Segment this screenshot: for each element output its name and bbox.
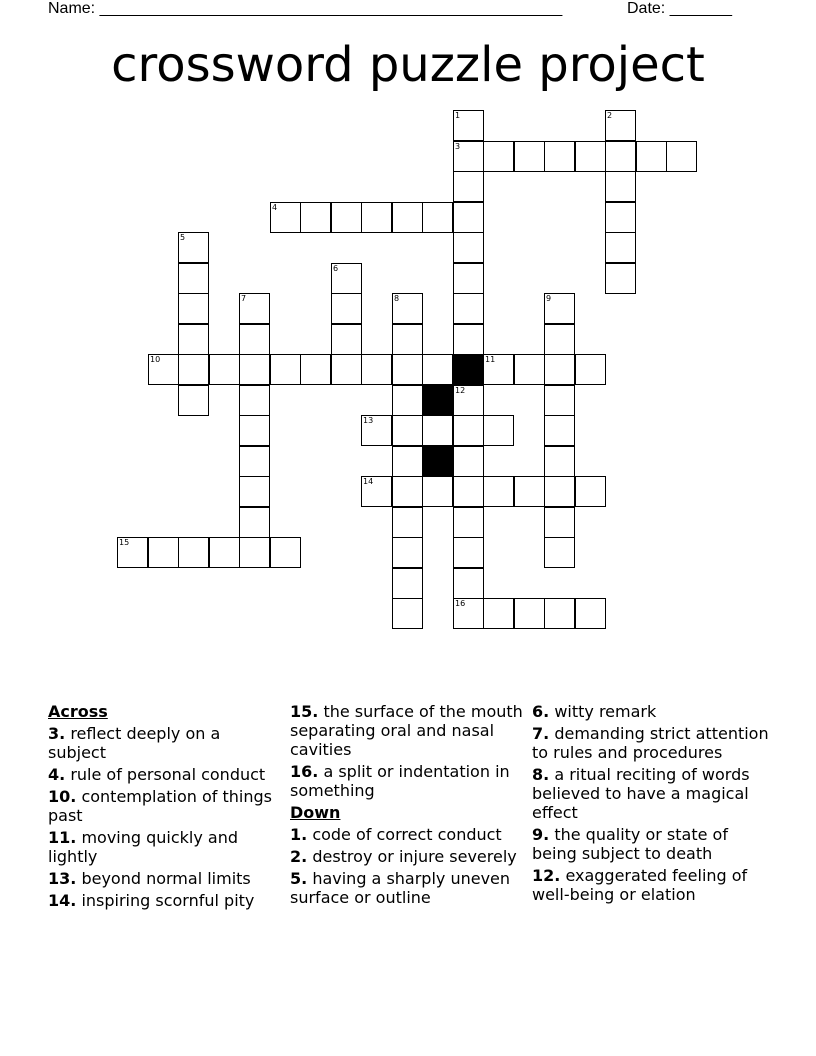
clue-number-9: 9 [546,294,552,303]
crossword-cell[interactable] [453,232,484,263]
clue-across-4: 4. rule of personal conduct [48,765,266,784]
crossword-cell[interactable] [392,354,423,385]
crossword-cell[interactable] [392,202,423,233]
crossword-cell[interactable] [575,598,606,629]
clue-down-9: 9. the quality or state of being subject to death [532,825,728,863]
crossword-cell[interactable] [483,415,514,446]
crossword-cell[interactable] [605,110,636,141]
clue-down-2: 2. destroy or injure severely [290,847,517,866]
crossword-cell[interactable] [331,293,362,324]
crossword-cell[interactable] [453,507,484,538]
clue-across-10: 10. contemplation of things past [48,787,273,825]
crossword-cell[interactable] [239,324,270,355]
crossword-cell[interactable] [453,568,484,599]
crossword-cell[interactable] [453,141,484,172]
clue-number-13: 13 [363,416,374,425]
crossword-cell[interactable] [392,568,423,599]
clue-number-11: 11 [485,355,496,364]
crossword-cell[interactable] [483,598,514,629]
clue-down-6: 6. witty remark [532,702,657,721]
crossword-cell[interactable] [514,598,545,629]
down-heading: Down [290,803,341,822]
clue-number-4: 4 [272,203,278,212]
name-field-label: Name: ____________________________________________________ [48,0,563,17]
clue-number-8: 8 [394,294,400,303]
clue-down-5: 5. having a sharply uneven surface or outline [290,869,511,907]
crossword-cell[interactable] [575,354,606,385]
crossword-cell[interactable] [422,415,453,446]
crossword-cell[interactable] [270,354,301,385]
crossword-cell[interactable] [178,385,209,416]
crossword-cell[interactable] [209,354,240,385]
crossword-cell[interactable] [544,293,575,324]
crossword-cell[interactable] [178,293,209,324]
crossword-cell[interactable] [361,415,392,446]
crossword-cell[interactable] [514,476,545,507]
crossword-cell[interactable] [148,354,179,385]
clue-number-5: 5 [180,233,186,242]
clue-across-14: 14. inspiring scornful pity [48,891,255,910]
crossword-cell[interactable] [239,507,270,538]
crossword-cell[interactable] [239,537,270,568]
crossword-cell[interactable] [605,263,636,294]
clue-down-7: 7. demanding strict attention to rules and procedures [532,724,769,762]
crossword-cell[interactable] [361,354,392,385]
crossword-cell[interactable] [453,598,484,629]
clue-number-1: 1 [455,111,461,120]
crossword-cell[interactable] [392,385,423,416]
crossword-cell[interactable] [422,476,453,507]
clue-down-12: 12. exaggerated feeling of well-being or elation [532,866,748,904]
clue-across-11: 11. moving quickly and lightly [48,828,239,866]
crossword-cell[interactable] [544,507,575,538]
crossword-cell[interactable] [392,293,423,324]
crossword-cell[interactable] [544,385,575,416]
clue-number-16: 16 [455,599,466,608]
crossword-cell[interactable] [392,415,423,446]
clue-number-7: 7 [241,294,247,303]
crossword-cell[interactable] [453,537,484,568]
crossword-cell[interactable] [239,415,270,446]
crossword-cell[interactable] [361,202,392,233]
crossword-cell[interactable] [392,507,423,538]
crossword-cell[interactable] [453,446,484,477]
crossword-cell[interactable] [331,202,362,233]
clue-number-6: 6 [333,264,339,273]
crossword-block [422,446,453,477]
crossword-cell[interactable] [331,263,362,294]
crossword-block [422,385,453,416]
crossword-cell[interactable] [636,141,667,172]
crossword-cell[interactable] [422,202,453,233]
crossword-cell[interactable] [148,537,179,568]
crossword-cell[interactable] [392,537,423,568]
crossword-cell[interactable] [453,324,484,355]
clue-number-10: 10 [150,355,161,364]
crossword-cell[interactable] [117,537,148,568]
crossword-cell[interactable] [483,354,514,385]
clue-number-15: 15 [119,538,130,547]
crossword-cell[interactable] [483,476,514,507]
crossword-cell[interactable] [453,110,484,141]
crossword-cell[interactable] [178,263,209,294]
crossword-cell[interactable] [178,354,209,385]
page-title: crossword puzzle project [111,37,705,93]
crossword-cell[interactable] [514,141,545,172]
crossword-cell[interactable] [453,476,484,507]
crossword-cell[interactable] [331,354,362,385]
crossword-cell[interactable] [178,537,209,568]
crossword-cell[interactable] [331,324,362,355]
crossword-cell[interactable] [575,476,606,507]
clue-column-2 [290,702,526,910]
crossword-cell[interactable] [239,476,270,507]
crossword-cell[interactable] [270,202,301,233]
clue-number-14: 14 [363,477,374,486]
crossword-cell[interactable] [544,415,575,446]
crossword-cell[interactable] [239,293,270,324]
crossword-cell[interactable] [178,232,209,263]
crossword-cell[interactable] [392,446,423,477]
date-field-label: Date: _______ [627,0,732,17]
crossword-cell[interactable] [605,141,636,172]
clue-across-15: 15. the surface of the mouth separating oral and nasal cavities [290,702,523,759]
clue-column-1 [48,702,280,913]
crossword-cell[interactable] [453,202,484,233]
crossword-cell[interactable] [544,354,575,385]
crossword-cell[interactable] [422,354,453,385]
crossword-cell[interactable] [605,171,636,202]
crossword-cell[interactable] [544,446,575,477]
crossword-cell[interactable] [239,354,270,385]
crossword-cell[interactable] [453,293,484,324]
crossword-cell[interactable] [666,141,697,172]
crossword-cell[interactable] [605,202,636,233]
crossword-cell[interactable] [209,537,240,568]
clue-number-2: 2 [607,111,613,120]
crossword-cell[interactable] [453,415,484,446]
crossword-cell[interactable] [300,354,331,385]
crossword-cell[interactable] [361,476,392,507]
crossword-cell[interactable] [392,598,423,629]
crossword-cell[interactable] [483,141,514,172]
crossword-cell[interactable] [392,324,423,355]
crossword-cell[interactable] [239,446,270,477]
clue-across-3: 3. reflect deeply on a subject [48,724,221,762]
across-heading: Across [48,702,108,721]
clue-column-3 [532,702,772,907]
crossword-cell[interactable] [453,263,484,294]
crossword-cell[interactable] [544,324,575,355]
crossword-block [453,354,484,385]
crossword-cell[interactable] [453,385,484,416]
crossword-cell[interactable] [300,202,331,233]
clue-number-3: 3 [455,142,461,151]
crossword-cell[interactable] [239,385,270,416]
clue-number-12: 12 [455,386,466,395]
crossword-cell[interactable] [605,232,636,263]
crossword-cell[interactable] [514,354,545,385]
crossword-cell[interactable] [544,141,575,172]
crossword-cell[interactable] [270,537,301,568]
clue-across-16: 16. a split or indentation in something [290,762,510,800]
crossword-cell[interactable] [453,171,484,202]
crossword-cell[interactable] [392,476,423,507]
clue-across-13: 13. beyond normal limits [48,869,251,888]
crossword-cell[interactable] [178,324,209,355]
crossword-cell[interactable] [575,141,606,172]
crossword-cell[interactable] [544,476,575,507]
clue-down-8: 8. a ritual reciting of words believed to have a magical effect [532,765,750,822]
clue-down-1: 1. code of correct conduct [290,825,502,844]
crossword-cell[interactable] [544,598,575,629]
crossword-cell[interactable] [544,537,575,568]
